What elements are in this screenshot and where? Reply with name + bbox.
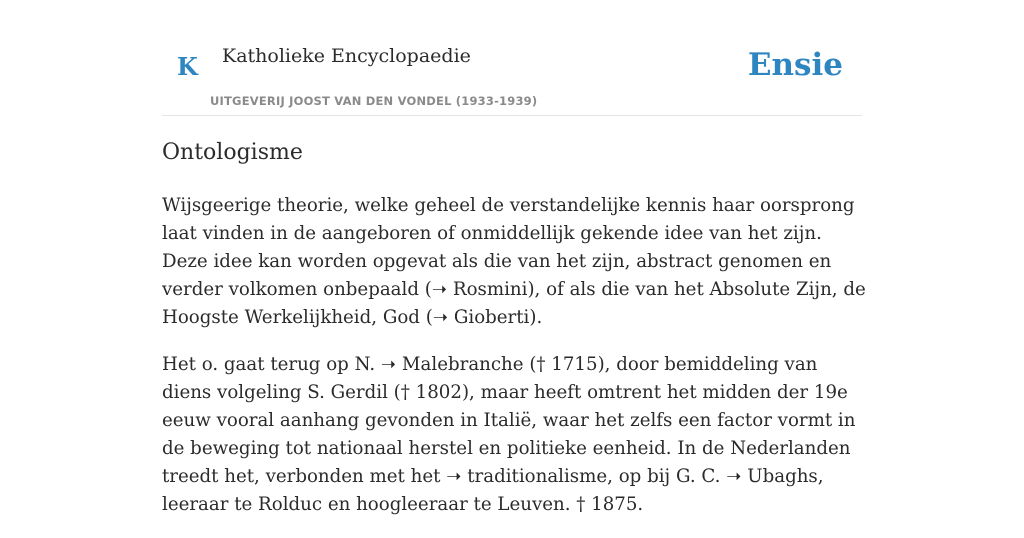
page <box>162 0 866 515</box>
site-title[interactable]: Katholieke Encyclopaedie <box>222 45 471 67</box>
article-paragraph: Het o. gaat terug op N. ➝ Malebranche († 1715), door bemiddeling van diens volgeling S. Gerdil († 1802), maar heeft omtrent het midden der 19e eeuw vooral aanhang gevonden in Italië, waar het zelfs een factor vormt in de beweging tot nationaal herstel en politieke eenheid. In de Nederlanden treedt het, verbonden met het ➝ traditionalisme, op bij G. C. ➝ Ubaghs, leeraar te Rolduc en hoogleeraar te Leuven. † 1875. <box>162 354 856 515</box>
site-header <box>162 0 862 116</box>
article-body <box>162 192 867 538</box>
ensie-brand-link[interactable]: Ensie <box>747 47 843 83</box>
site-logo-icon[interactable]: K <box>177 52 198 81</box>
publisher-label: UITGEVERIJ JOOST VAN DEN VONDEL (1933-1939) <box>210 94 538 108</box>
article-paragraph: Wijsgeerige theorie, welke geheel de verstandelijke kennis haar oorsprong laat vinden in de aangeboren of onmiddellijk gekende idee van het zijn. Deze idee kan worden opgevat als die van het zijn, abstract genomen en verder volkomen onbepaald (➝ Rosmini), of als die van het Absolute Zijn, de Hoogste Werkelijkheid, God (➝ Gioberti). <box>162 195 866 328</box>
article-title: Ontologisme <box>162 140 303 165</box>
